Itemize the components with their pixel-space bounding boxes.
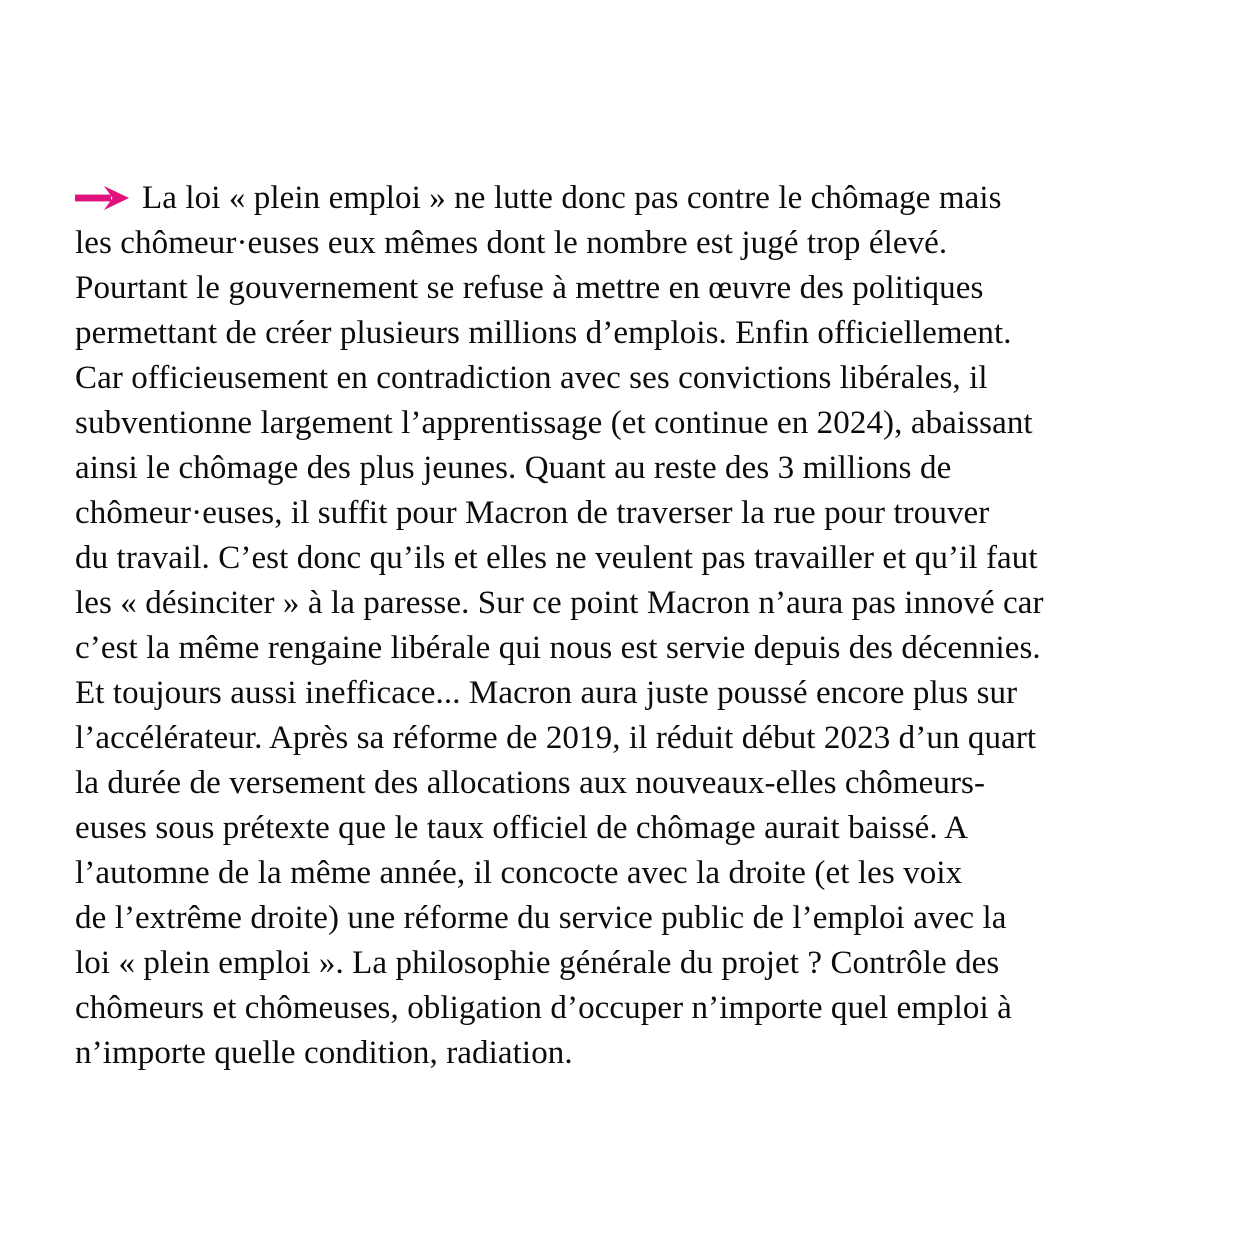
paragraph-line: de l’extrême droite) une réforme du service public de l’emploi avec la <box>75 900 1007 936</box>
paragraph-line: les « désinciter » à la paresse. Sur ce point Macron n’aura pas innové car <box>75 585 1044 621</box>
paragraph-line: chômeurs et chômeuses, obligation d’occuper n’importe quel emploi à <box>75 990 1012 1026</box>
paragraph-line <box>75 176 1185 221</box>
paragraph-line: la durée de versement des allocations aux nouveaux-elles chômeurs- <box>75 765 986 801</box>
paragraph-line: euses sous prétexte que le taux officiel de chômage aurait baissé. A <box>75 810 969 846</box>
paragraph-line: c’est la même rengaine libérale qui nous est servie depuis des décennies. <box>75 630 1041 666</box>
paragraph <box>75 176 1185 1076</box>
paragraph-line: permettant de créer plusieurs millions d’emplois. Enfin officiellement. <box>75 315 1012 351</box>
paragraph-line: n’importe quelle condition, radiation. <box>75 1035 573 1071</box>
paragraph-line: loi « plein emploi ». La philosophie générale du projet ? Contrôle des <box>75 945 1000 981</box>
paragraph-line: du travail. C’est donc qu’ils et elles ne veulent pas travailler et qu’il faut <box>75 540 1038 576</box>
paragraph-line: Car officieusement en contradiction avec ses convictions libérales, il <box>75 360 988 396</box>
paragraph-line: l’accélérateur. Après sa réforme de 2019, il réduit début 2023 d’un quart <box>75 720 1037 756</box>
paragraph-line-text: La loi « plein emploi » ne lutte donc pas contre le chômage mais <box>142 180 1002 216</box>
right-arrow-icon <box>75 186 129 210</box>
paragraph-line: ainsi le chômage des plus jeunes. Quant au reste des 3 millions de <box>75 450 952 486</box>
paragraph-line: Pourtant le gouvernement se refuse à mettre en œuvre des politiques <box>75 270 984 306</box>
paragraph-line: chômeur·euses, il suffit pour Macron de traverser la rue pour trouver <box>75 495 990 531</box>
paragraph-line: l’automne de la même année, il concocte avec la droite (et les voix <box>75 855 963 891</box>
paragraph-line: subventionne largement l’apprentissage (et continue en 2024), abaissant <box>75 405 1033 441</box>
paragraph-line: Et toujours aussi inefficace... Macron aura juste poussé encore plus sur <box>75 675 1018 711</box>
paragraph-line: les chômeur·euses eux mêmes dont le nombre est jugé trop élevé. <box>75 225 948 261</box>
